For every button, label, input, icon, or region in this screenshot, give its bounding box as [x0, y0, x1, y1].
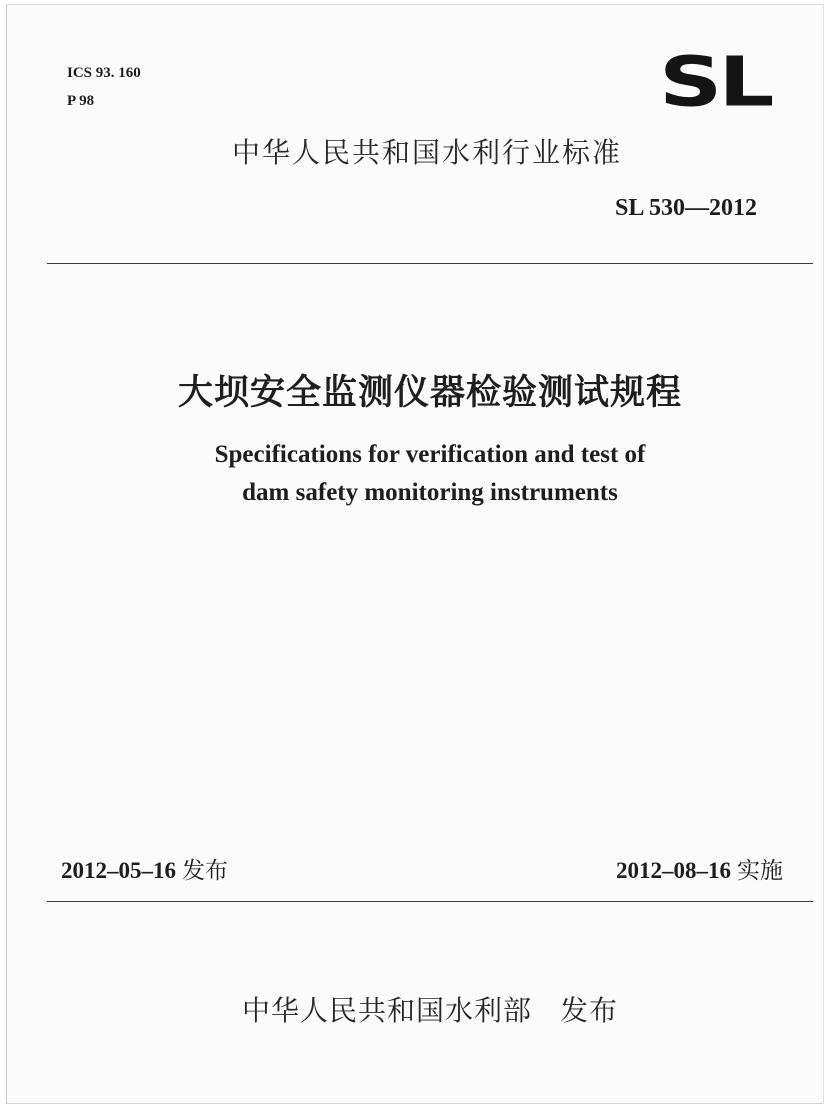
standard-number: SL 530—2012 — [614, 195, 757, 221]
publish-label: 发布 — [560, 994, 619, 1027]
effective-label: 实施 — [737, 858, 783, 884]
english-title-line-1: Specifications for verification and test of — [214, 441, 646, 468]
chinese-title: 大坝安全监测仪器检验测试规程 — [177, 373, 682, 413]
bottom-divider — [47, 901, 813, 902]
ics-code: ICS 93. 160 — [67, 65, 141, 81]
english-title-line-2: dam safety monitoring instruments — [242, 479, 618, 506]
standard-cover-page — [6, 4, 824, 1104]
issue-date: 2012–05–16 — [61, 858, 176, 883]
effective-date: 2012–08–16 — [616, 858, 731, 883]
publisher-name: 中华人民共和国水利部 — [241, 994, 532, 1027]
industry-standard-heading: 中华人民共和国水利行业标准 — [231, 136, 622, 169]
sl-logo: SL — [659, 41, 771, 122]
issue-label: 发布 — [182, 858, 228, 884]
ccs-code: P 98 — [67, 93, 95, 109]
top-divider — [47, 263, 813, 264]
publisher-line — [7, 991, 830, 1031]
effective-date-line — [616, 855, 783, 887]
issue-date-line — [61, 855, 228, 887]
